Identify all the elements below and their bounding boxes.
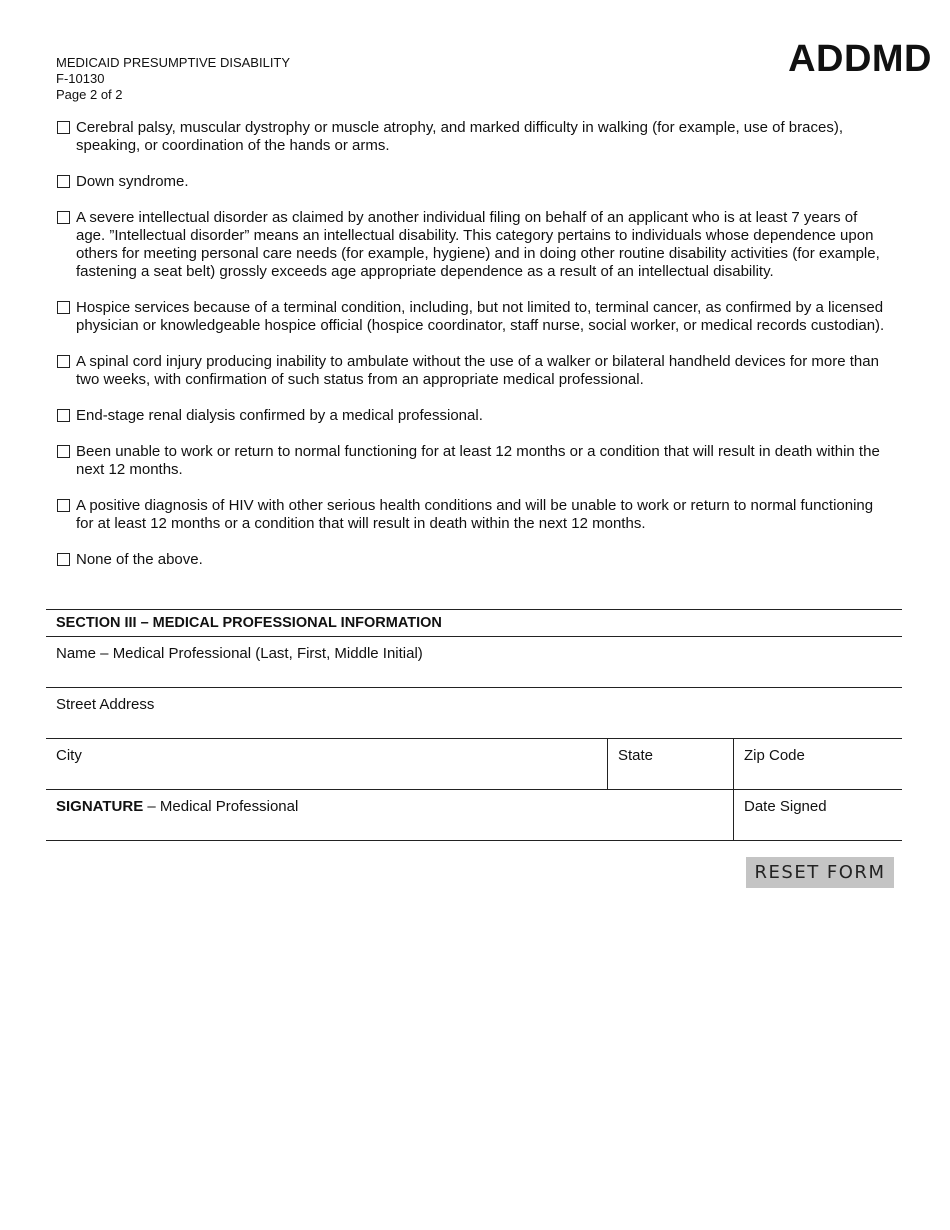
street-cell xyxy=(46,688,902,738)
condition-text: A severe intellectual disorder as claimed by another individual filing on behalf of an applicant who is at least 7 years of age. ”Intellectual disorder” means an intellectual disability. This category pertains to individuals whose dependence upon others for meeting personal care needs (for example, hygiene) and in doing other routine disability activities (for example, fastening a seat belt) grossly exceeds age appropriate dependence as a result of an intellectual disability. xyxy=(76,209,880,280)
date-label: Date Signed xyxy=(744,798,827,815)
condition-text: Cerebral palsy, muscular dystrophy or muscle atrophy, and marked difficulty in walking (for example, use of braces), speaking, or coordination of the hands or arms. xyxy=(76,119,843,154)
form-number: F-10130 xyxy=(56,71,105,86)
condition-text: A spinal cord injury producing inability to ambulate without the use of a walker or bilateral handheld devices for more than two weeks, with confirmation of such status from an appropriate medical professional. xyxy=(76,353,879,388)
reset-form-button[interactable]: RESET FORM xyxy=(746,857,894,888)
condition-checkbox[interactable] xyxy=(57,499,70,512)
condition-text: Hospice services because of a terminal condition, including, but not limited to, terminal cancer, as confirmed by a licensed physician or knowledgeable hospice official (hospice coordinator, staff nurse, social worker, or medical records custodian). xyxy=(76,299,885,334)
condition-list xyxy=(56,119,888,587)
form-title: MEDICAID PRESUMPTIVE DISABILITY xyxy=(56,55,291,70)
section-3-title: SECTION III – MEDICAL PROFESSIONAL INFORMATION xyxy=(46,609,902,637)
condition-item xyxy=(56,209,888,281)
form-header xyxy=(56,55,290,103)
form-code: ADDMD xyxy=(788,38,932,80)
name-field[interactable] xyxy=(56,665,892,683)
signature-row xyxy=(46,790,902,841)
date-field[interactable] xyxy=(744,818,892,836)
street-label: Street Address xyxy=(56,696,155,713)
street-row xyxy=(46,688,902,739)
condition-checkbox[interactable] xyxy=(57,301,70,314)
zip-label: Zip Code xyxy=(744,747,805,764)
condition-checkbox[interactable] xyxy=(57,553,70,566)
state-label: State xyxy=(618,747,654,764)
condition-item xyxy=(56,497,888,533)
signature-label: – Medical Professional xyxy=(143,798,299,815)
condition-text: None of the above. xyxy=(76,551,203,568)
condition-item xyxy=(56,173,888,191)
signature-cell xyxy=(46,790,733,840)
zip-cell xyxy=(733,739,902,789)
condition-text: Been unable to work or return to normal functioning for at least 12 months or a condition that will result in death within the next 12 months. xyxy=(76,443,880,478)
condition-item xyxy=(56,119,888,155)
condition-item xyxy=(56,353,888,389)
date-cell xyxy=(733,790,902,840)
condition-text: Down syndrome. xyxy=(76,173,189,190)
condition-checkbox[interactable] xyxy=(57,121,70,134)
state-field[interactable] xyxy=(618,767,723,785)
name-label: Name – Medical Professional (Last, First, Middle Initial) xyxy=(56,645,423,662)
condition-item xyxy=(56,443,888,479)
name-row xyxy=(46,637,902,688)
city-label: City xyxy=(56,747,82,764)
condition-item xyxy=(56,407,888,425)
signature-label-bold: SIGNATURE xyxy=(56,798,144,815)
city-field[interactable] xyxy=(56,767,597,785)
condition-text: A positive diagnosis of HIV with other serious health conditions and will be unable to work or return to normal functioning for at least 12 months or a condition that will result in death within the next 12 months. xyxy=(76,497,874,532)
condition-item xyxy=(56,551,888,569)
zip-field[interactable] xyxy=(744,767,892,785)
condition-checkbox[interactable] xyxy=(57,409,70,422)
condition-item xyxy=(56,299,888,335)
page-indicator: Page 2 of 2 xyxy=(56,87,123,102)
condition-checkbox[interactable] xyxy=(57,175,70,188)
condition-checkbox[interactable] xyxy=(57,355,70,368)
city-cell xyxy=(46,739,607,789)
street-field[interactable] xyxy=(56,716,892,734)
city-state-zip-row xyxy=(46,739,902,790)
name-cell xyxy=(46,637,902,687)
signature-field[interactable] xyxy=(56,818,723,836)
condition-checkbox[interactable] xyxy=(57,211,70,224)
state-cell xyxy=(607,739,733,789)
condition-text: End-stage renal dialysis confirmed by a medical professional. xyxy=(76,407,483,424)
condition-checkbox[interactable] xyxy=(57,445,70,458)
